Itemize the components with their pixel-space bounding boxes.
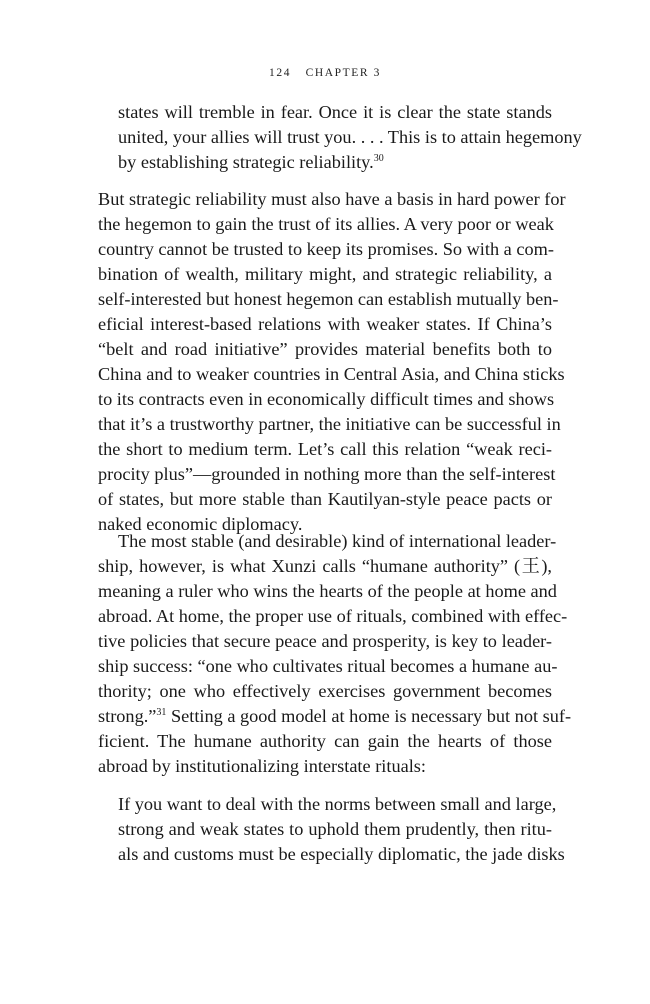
- paragraph-line: abroad by institutionalizing interstate rituals:: [98, 756, 426, 776]
- paragraph-line: self-interested but honest hegemon can establish mutually ben-: [98, 289, 559, 309]
- paragraph-line: the hegemon to gain the trust of its allies. A very poor or weak: [98, 214, 554, 234]
- running-head: [0, 67, 650, 79]
- paragraph-line: the short to medium term. Let’s call this relation “weak reci-: [98, 439, 552, 459]
- paragraph-line: ficient. The humane authority can gain the hearts of those: [98, 731, 552, 751]
- paragraph-line-text: strong.”: [98, 706, 157, 726]
- paragraph-line: thority; one who effectively exercises government becomes: [98, 681, 552, 701]
- paragraph-line: The most stable (and desirable) kind of international leader-: [118, 531, 557, 551]
- quote-line: If you want to deal with the norms between small and large,: [118, 794, 557, 814]
- body-paragraph: [98, 187, 566, 537]
- page-number: 124: [269, 67, 292, 79]
- quote-line: [118, 150, 552, 175]
- paragraph-line: meaning a ruler who wins the hearts of the people at home and: [98, 581, 557, 601]
- quote-line: strong and weak states to uphold them prudently, then ritu-: [118, 819, 552, 839]
- paragraph-line: procity plus”—grounded in nothing more than the self-interest: [98, 464, 556, 484]
- quote-line: united, your allies will trust you. . . . This is to attain hegemony: [118, 127, 582, 147]
- paragraph-line: that it’s a trustworthy partner, the initiative can be successful in: [98, 414, 561, 434]
- quote-line-text: by establishing strategic reliability.: [118, 152, 374, 172]
- quote-line: states will tremble in fear. Once it is clear the state stands: [118, 102, 552, 122]
- paragraph-line: to its contracts even in economically difficult times and shows: [98, 389, 555, 409]
- chapter-label: CHAPTER 3: [305, 67, 381, 79]
- paragraph-line: naked economic diplomacy.: [98, 514, 303, 534]
- paragraph-line: ship, however, is what Xunzi calls “humane authority” (王),: [98, 556, 552, 576]
- footnote-marker: 30: [373, 153, 384, 164]
- footnote-marker: 31: [156, 707, 167, 718]
- body-paragraph: [98, 529, 572, 779]
- block-quote-bottom: [118, 792, 565, 867]
- block-quote-top: [118, 100, 582, 175]
- paragraph-line: of states, but more stable than Kautilyan-style peace pacts or: [98, 489, 552, 509]
- paragraph-line-text: Setting a good model at home is necessary but not suf-: [166, 706, 572, 726]
- paragraph-line: tive policies that secure peace and prosperity, is key to leader-: [98, 631, 552, 651]
- paragraph-line: bination of wealth, military might, and strategic reliability, a: [98, 264, 552, 284]
- paragraph-line: abroad. At home, the proper use of rituals, combined with effec-: [98, 606, 568, 626]
- paragraph-line: China and to weaker countries in Central Asia, and China sticks: [98, 364, 565, 384]
- paragraph-line: eficial interest-based relations with weaker states. If China’s: [98, 314, 552, 334]
- paragraph-line: But strategic reliability must also have a basis in hard power for: [98, 189, 566, 209]
- paragraph-line: “belt and road initiative” provides material benefits both to: [98, 339, 552, 359]
- paragraph-line: country cannot be trusted to keep its promises. So with a com-: [98, 239, 554, 259]
- paragraph-line: ship success: “one who cultivates ritual becomes a humane au-: [98, 656, 558, 676]
- paragraph-line: [98, 704, 572, 729]
- quote-line: als and customs must be especially diplomatic, the jade disks: [118, 844, 565, 864]
